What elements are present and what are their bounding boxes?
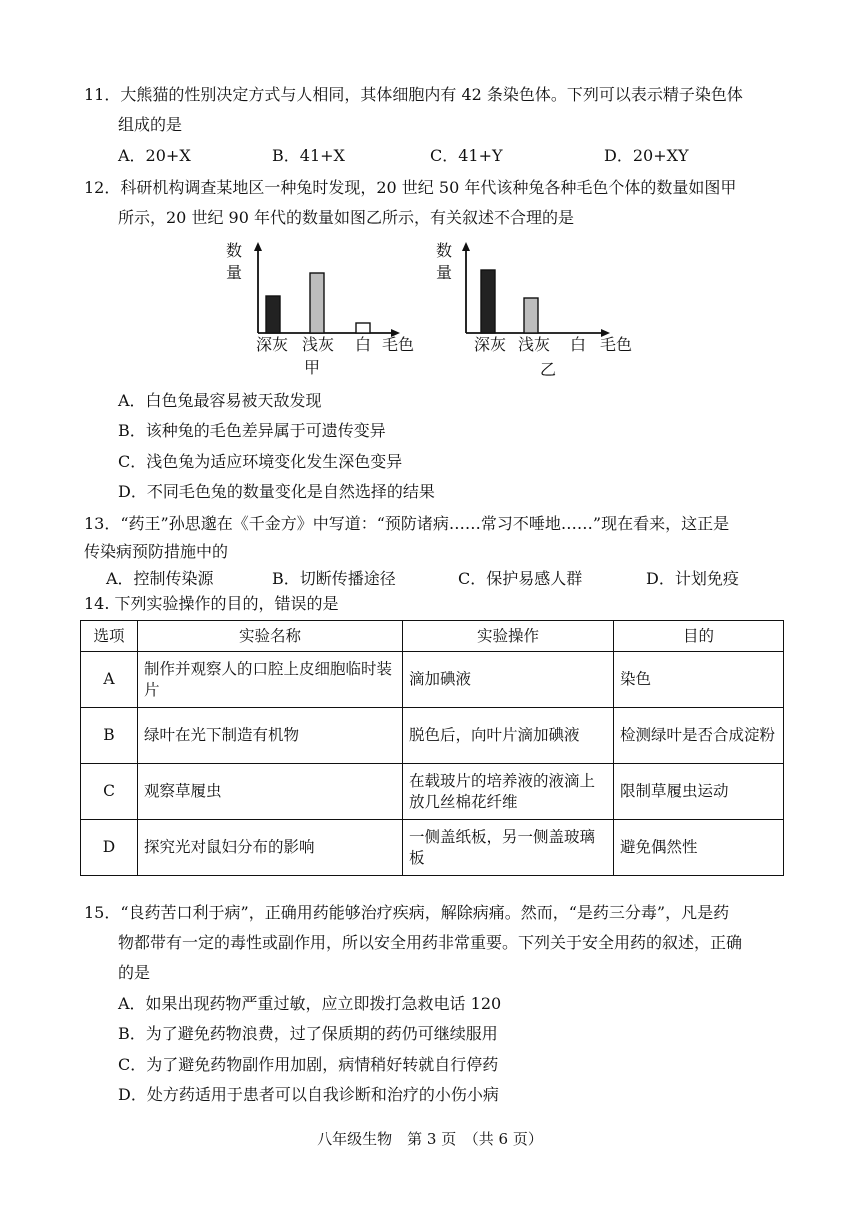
table-cell-name: 观察草履虫 (138, 764, 403, 820)
chart-yi-xlabel: 毛色 (600, 335, 633, 354)
table-row (81, 708, 784, 764)
q13-stem-line2: 传染病预防措施中的 (84, 542, 229, 561)
chart-jia-tick-light-grey: 浅灰 (302, 335, 335, 354)
table-cell-purpose: 限制草履虫运动 (614, 764, 784, 820)
chart-jia-tick-white: 白 (355, 335, 372, 354)
chart-jia-tick-dark-grey: 深灰 (256, 335, 289, 354)
q15-stem-line1: 15．“良药苦口利于病”，正确用药能够治疗疾病，解除病痛。然而，“是药三分毒”，凡是药 (84, 903, 730, 922)
q12-stem-line1: 12．科研机构调查某地区一种兔时发现，20 世纪 50 年代该种兔各种毛色个体的数量如图甲 (84, 178, 737, 197)
q11-option-c: C．41+Y (430, 146, 503, 165)
chart-yi-svg (434, 236, 644, 386)
table-cell-name: 绿叶在光下制造有机物 (138, 708, 403, 764)
table-row (81, 764, 784, 820)
table-header-option: 选项 (81, 621, 138, 652)
q11-option-b: B．41+X (272, 146, 345, 165)
experiment-table (80, 620, 784, 876)
table-header-name: 实验名称 (138, 621, 403, 652)
table-cell-operation: 脱色后，向叶片滴加碘液 (403, 708, 614, 764)
chart-jia-svg (220, 236, 430, 386)
table-cell-operation: 滴加碘液 (403, 652, 614, 708)
q11-option-a: A．20+X (118, 146, 191, 165)
q15-stem-line2: 物都带有一定的毒性或副作用，所以安全用药非常重要。下列关于安全用药的叙述，正确 (118, 933, 743, 952)
chart-yi-tick-light-grey: 浅灰 (518, 335, 551, 354)
chart-jia-bar-white (356, 323, 370, 333)
q15-option-c: C．为了避免药物副作用加剧，病情稍好转就自行停药 (118, 1055, 499, 1074)
q13-option-b: B．切断传播途径 (272, 569, 396, 588)
page-footer: 八年级生物 第 3 页 （共 6 页） (317, 1130, 543, 1148)
q15-option-a: A．如果出现药物严重过敏，应立即拨打急救电话 120 (118, 994, 502, 1013)
chart-yi (434, 236, 644, 386)
table-cell-purpose: 染色 (614, 652, 784, 708)
table-header-row (81, 621, 784, 652)
chart-yi-y-arrow (462, 242, 470, 251)
chart-yi-title: 乙 (540, 360, 557, 379)
chart-jia-y-arrow (254, 242, 262, 251)
q12-stem-line2: 所示，20 世纪 90 年代的数量如图乙所示，有关叙述不合理的是 (118, 208, 574, 227)
table-cell-operation: 一侧盖纸板，另一侧盖玻璃板 (403, 820, 614, 876)
q11-stem-line2: 组成的是 (118, 115, 183, 134)
table-cell-key: B (81, 708, 138, 764)
q13-option-c: C．保护易感人群 (458, 569, 583, 588)
chart-jia-bar-light-grey (310, 273, 324, 333)
q11-option-d: D．20+XY (604, 146, 689, 165)
chart-yi-bar-dark-grey (481, 270, 495, 333)
chart-jia-title: 甲 (304, 358, 321, 377)
q15-stem-line3: 的是 (118, 963, 151, 982)
q15-option-d: D．处方药适用于患者可以自我诊断和治疗的小伤小病 (118, 1085, 499, 1104)
q12-option-d: D．不同毛色兔的数量变化是自然选择的结果 (118, 482, 435, 501)
chart-jia-bar-dark-grey (266, 296, 280, 333)
table-cell-name: 制作并观察人的口腔上皮细胞临时装片 (138, 652, 403, 708)
q13-stem-line1: 13．“药王”孙思邈在《千金方》中写道：“预防诸病……常习不唾地……”现在看来，这正是 (84, 514, 730, 533)
q14-stem: 14. 下列实验操作的目的，错误的是 (84, 594, 339, 613)
table-cell-key: C (81, 764, 138, 820)
q11-stem-line1: 11．大熊猫的性别决定方式与人相同，其体细胞内有 42 条染色体。下列可以表示精子染色体 (84, 85, 743, 104)
table-cell-name: 探究光对鼠妇分布的影响 (138, 820, 403, 876)
chart-jia-ylabel: 数量 (226, 241, 243, 282)
chart-yi-tick-white: 白 (570, 335, 587, 354)
chart-yi-bar-light-grey (524, 298, 538, 333)
q12-option-b: B．该种兔的毛色差异属于可遗传变异 (118, 421, 386, 440)
table-header-purpose: 目的 (614, 621, 784, 652)
chart-yi-ylabel: 数量 (436, 241, 453, 282)
q15-option-b: B．为了避免药物浪费，过了保质期的药仍可继续服用 (118, 1024, 498, 1043)
chart-jia (220, 236, 430, 386)
table-cell-purpose: 避免偶然性 (614, 820, 784, 876)
q12-option-c: C．浅色兔为适应环境变化发生深色变异 (118, 452, 403, 471)
chart-yi-tick-dark-grey: 深灰 (474, 335, 507, 354)
chart-jia-xlabel: 毛色 (382, 335, 415, 354)
table-cell-key: D (81, 820, 138, 876)
table-cell-key: A (81, 652, 138, 708)
q13-option-d: D．计划免疫 (646, 569, 739, 588)
q12-option-a: A．白色兔最容易被天敌发现 (118, 391, 322, 410)
table-header-operation: 实验操作 (403, 621, 614, 652)
table-cell-purpose: 检测绿叶是否合成淀粉 (614, 708, 784, 764)
q13-option-a: A．控制传染源 (106, 569, 214, 588)
table-row (81, 820, 784, 876)
table-cell-operation: 在载玻片的培养液的液滴上放几丝棉花纤维 (403, 764, 614, 820)
table-row (81, 652, 784, 708)
